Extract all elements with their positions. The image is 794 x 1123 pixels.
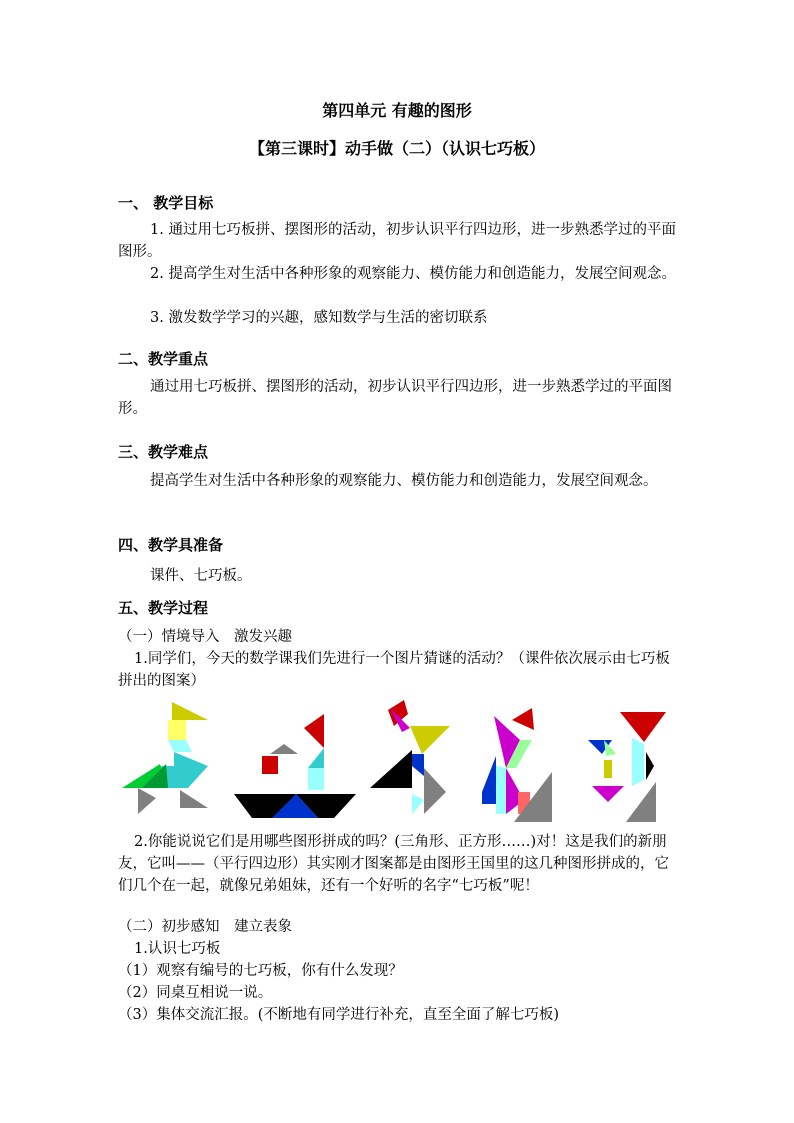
section-heading-process: 五、教学过程 xyxy=(118,599,209,617)
part1-paragraph-1: 1.同学们，今天的数学课我们先进行一个图片猜谜的活动？（课件依次展示由七巧板拼出的图案） xyxy=(118,651,670,689)
materials-text: 课件、七巧板。 xyxy=(150,568,252,584)
lesson-title: 【第三课时】动手做（二）（认识七巧板） xyxy=(248,139,545,158)
part2-line-2: （1）观察有编号的七巧板，你有什么发现？ xyxy=(118,963,403,979)
objective-2: 2. 提高学生对生活中各种形象的观察能力、模仿能力和创造能力，发展空间观念。 xyxy=(150,266,676,282)
section-heading-difficulties: 三、教学难点 xyxy=(118,443,209,461)
tangram-figures-svg xyxy=(112,696,682,822)
part1-heading: （一）情境导入 激发兴趣 xyxy=(118,629,292,645)
tangram-dancer-figure xyxy=(370,700,450,814)
section-heading-key-points: 二、教学重点 xyxy=(118,350,209,368)
tangram-person-figure xyxy=(588,712,666,822)
part2-line-1: 1.认识七巧板 xyxy=(134,941,221,957)
objective-3: 3. 激发数学学习的兴趣，感知数学与生活的密切联系 xyxy=(150,310,488,326)
part2-line-4: （3）集体交流汇报。(不断地有同学进行补充，直至全面了解七巧板) xyxy=(118,1007,560,1023)
tangram-figures xyxy=(112,696,682,822)
part2-heading: （二）初步感知 建立表象 xyxy=(118,919,292,935)
section-heading-objectives: 一、 教学目标 xyxy=(118,194,214,212)
objective-1: 1. 通过用七巧板拼、摆图形的活动，初步认识平行四边形，进一步熟悉学过的平面图形。 xyxy=(118,222,676,260)
unit-title: 第四单元 有趣的图形 xyxy=(322,101,472,120)
part2-line-3: （2）同桌互相说一说。 xyxy=(118,985,273,1001)
part1-paragraph-2: 2.你能说说它们是用哪些图形拼成的吗？(三角形、正方形……)对！这是我们的新朋友，它叫——（平行四边形）其实刚才图案都是由图形王国里的这几种图形拼成的，它们几个在一起，就像兄弟姐妹，还有一个好听的名字“七巧板”呢！ xyxy=(118,834,669,894)
difficulties-text: 提高学生对生活中各种形象的观察能力、模仿能力和创造能力，发展空间观念。 xyxy=(150,473,658,489)
tangram-swan-figure xyxy=(122,702,208,814)
tangram-boat-figure xyxy=(234,714,356,818)
key-points-text: 通过用七巧板拼、摆图形的活动，初步认识平行四边形，进一步熟悉学过的平面图形。 xyxy=(118,379,672,417)
tangram-runner-figure xyxy=(482,708,552,822)
section-heading-materials: 四、教学具准备 xyxy=(118,536,224,554)
